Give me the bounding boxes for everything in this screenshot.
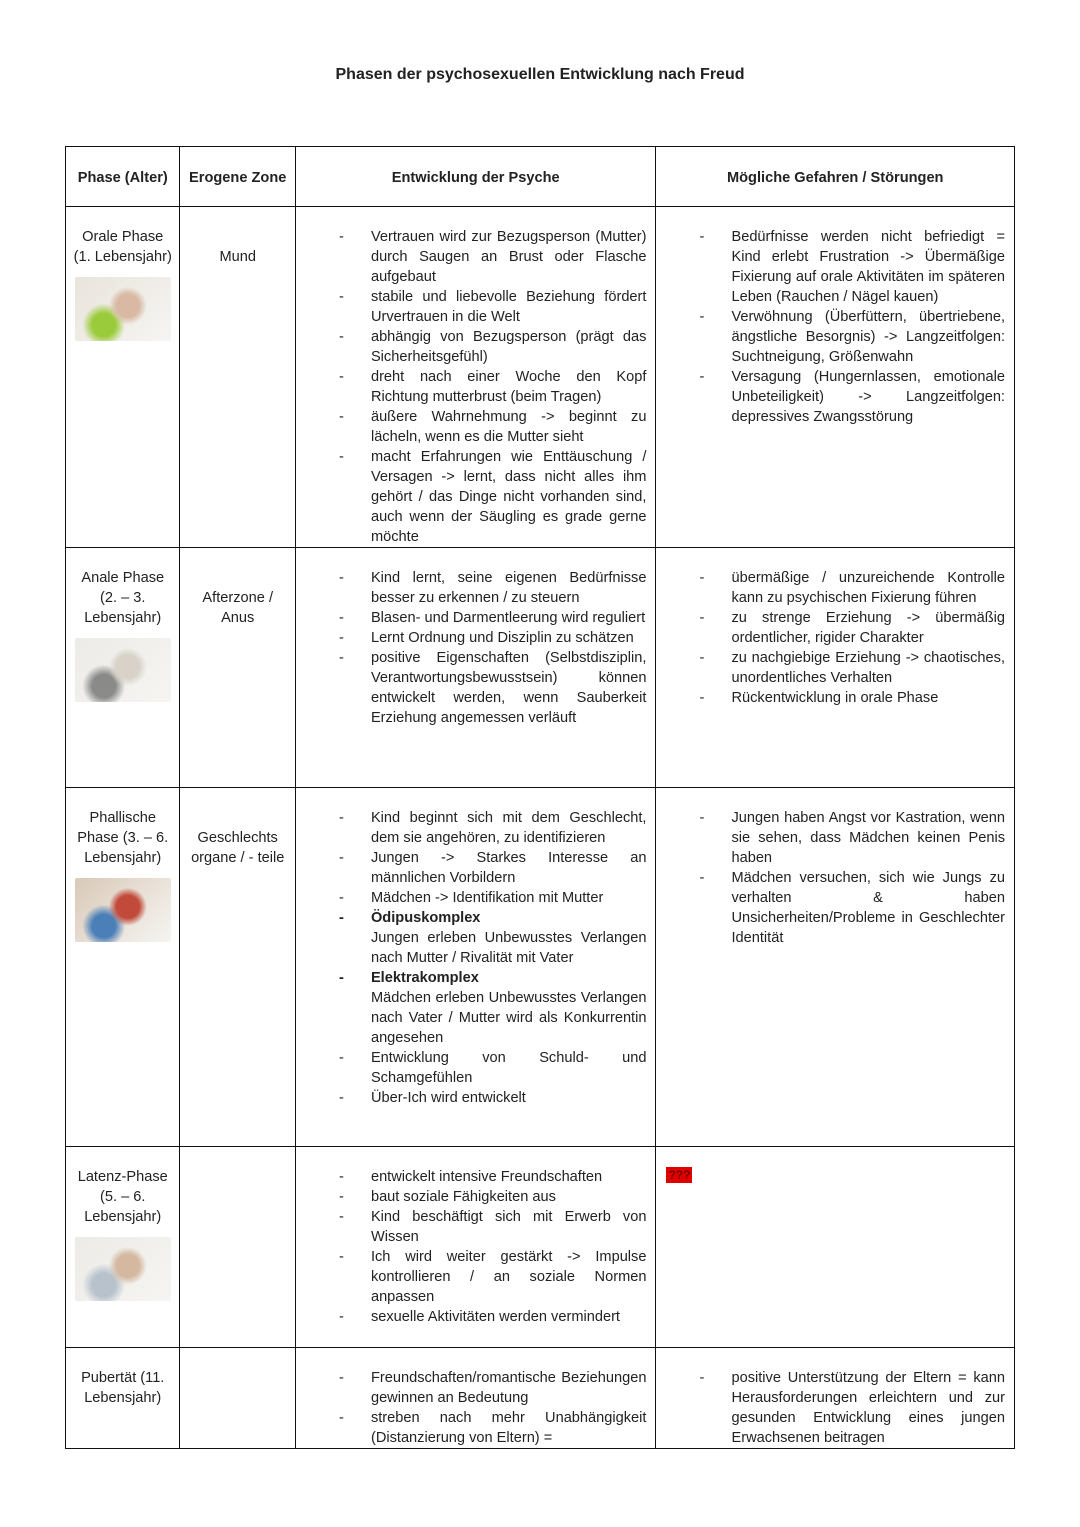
list-item: - positive Eigenschaften (Selbstdisziplin, Verantwortungsbewusstsein) können entwickelt werden, wenn Sauberkeit Erziehung angemessen verläuft: [296, 648, 647, 728]
list-item: - Verwöhnung (Überfüttern, übertriebene, ängstliche Besorgnis) -> Langzeitfolgen: Suchtneigung, Größenwahn: [656, 307, 1005, 367]
list-item: - Blasen- und Darmentleerung wird reguliert: [296, 608, 647, 628]
list-item: - Bedürfnisse werden nicht befriedigt = Kind erlebt Frustration -> Übermäßige Fixierung auf orale Aktivitäten im späteren Leben (Rauchen / Nägel kauen): [656, 227, 1005, 307]
phase-label: Anale Phase (2. – 3. Lebensjahr): [81, 570, 165, 626]
baby-playing-photo: [75, 277, 171, 341]
table-row: [66, 207, 1015, 548]
risks-list: [656, 788, 1014, 948]
erogenous-zone: [180, 1147, 294, 1187]
list-item: - äußere Wahrnehmung -> beginnt zu lächeln, wenn es die Mutter sieht: [296, 407, 647, 447]
psyche-list: [296, 1147, 656, 1327]
phase-cell: [66, 548, 180, 788]
list-item: - Lernt Ordnung und Disziplin zu schätzen: [296, 628, 647, 648]
psyche-cell: [295, 788, 656, 1147]
list-item: - entwickelt intensive Freundschaften: [296, 1167, 647, 1187]
list-item: - dreht nach einer Woche den Kopf Richtung mutterbrust (beim Tragen): [296, 367, 647, 407]
list-item: - stabile und liebevolle Beziehung fördert Urvertrauen in die Welt: [296, 287, 647, 327]
zone-cell: [180, 788, 295, 1147]
list-item: - Kind beginnt sich mit dem Geschlecht, dem sie angehören, zu identifizieren: [296, 808, 647, 848]
list-item: - baut soziale Fähigkeiten aus: [296, 1187, 647, 1207]
psyche-list: [296, 207, 656, 547]
list-item: - Mädchen versuchen, sich wie Jungs zu verhalten & haben Unsicherheiten/Probleme in Geschlechter Identität: [656, 868, 1005, 948]
list-item: - übermäßige / unzureichende Kontrolle kann zu psychischen Fixierung führen: [656, 568, 1005, 608]
list-item: - Ödipuskomplex: [296, 908, 647, 928]
table-row: [66, 548, 1015, 788]
zone-cell: [180, 1348, 295, 1449]
table-row: [66, 1348, 1015, 1449]
header-phase: Phase (Alter): [66, 147, 180, 207]
psyche-list: [296, 548, 656, 728]
phase-cell: [66, 1348, 180, 1449]
list-item: - Über-Ich wird entwickelt: [296, 1088, 647, 1108]
phase-label: Orale Phase (1. Lebensjahr): [73, 229, 172, 265]
risks-cell: [656, 1348, 1015, 1449]
phase-cell: [66, 1147, 180, 1348]
erogenous-zone: Geschlechts organe / - teile: [191, 830, 285, 866]
list-item: - Freundschaften/romantische Beziehungen gewinnen an Bedeutung: [296, 1368, 647, 1408]
risks-cell: [656, 788, 1015, 1147]
list-item: - streben nach mehr Unabhängigkeit (Distanzierung von Eltern) =: [296, 1408, 647, 1448]
list-item: - Jungen -> Starkes Interesse an männlichen Vorbildern: [296, 848, 647, 888]
erogenous-zone: Mund: [219, 249, 256, 265]
freud-phases-table: [65, 146, 1015, 1449]
two-boys-photo: [75, 878, 171, 942]
list-item: - sexuelle Aktivitäten werden vermindert: [296, 1307, 647, 1327]
list-item: - Mädchen -> Identifikation mit Mutter: [296, 888, 647, 908]
header-zone: Erogene Zone: [180, 147, 295, 207]
list-item: - zu nachgiebige Erziehung -> chaotisches, unordentliches Verhalten: [656, 648, 1005, 688]
children-reading-photo: [75, 1237, 171, 1301]
risks-cell: [656, 1147, 1015, 1348]
list-item: - abhängig von Bezugsperson (prägt das Sicherheitsgefühl): [296, 327, 647, 367]
list-item: - macht Erfahrungen wie Enttäuschung / Versagen -> lernt, dass nicht alles ihm gehört / das Dinge nicht vorhanden sind, auch wenn der Säugling es grade gerne möchte: [296, 447, 647, 547]
list-item: Mädchen erleben Unbewusstes Verlangen nach Vater / Mutter wird als Konkurrentin angesehen: [370, 990, 647, 1046]
psyche-cell: [295, 207, 656, 548]
table-row: [66, 788, 1015, 1147]
zone-cell: [180, 207, 295, 548]
phase-cell: [66, 207, 180, 548]
list-item: - Kind lernt, seine eigenen Bedürfnisse besser zu erkennen / zu steuern: [296, 568, 647, 608]
question-marks-highlight: ???: [668, 1168, 691, 1182]
list-item: - positive Unterstützung der Eltern = kann Herausforderungen erleichtern und zur gesunden Entwicklung eines jungen Erwachsenen beitragen: [656, 1368, 1005, 1448]
psyche-cell: [295, 1348, 656, 1449]
phase-label: Pubertät (11. Lebensjahr): [81, 1370, 165, 1406]
psyche-list: [296, 1348, 656, 1448]
psyche-cell: [295, 548, 656, 788]
list-item: - Jungen haben Angst vor Kastration, wenn sie sehen, dass Mädchen keinen Penis haben: [656, 808, 1005, 868]
list-item: - Vertrauen wird zur Bezugsperson (Mutter) durch Saugen an Brust oder Flasche aufgebaut: [296, 227, 647, 287]
list-item: - Entwicklung von Schuld- und Schamgefühlen: [296, 1048, 647, 1088]
table-row: [66, 1147, 1015, 1348]
psyche-cell: [295, 1147, 656, 1348]
risks-cell: [656, 548, 1015, 788]
list-item: - Ich wird weiter gestärkt -> Impulse kontrollieren / an soziale Normen anpassen: [296, 1247, 647, 1307]
header-psyche: Entwicklung der Psyche: [295, 147, 656, 207]
toddler-on-potty-photo: [75, 638, 171, 702]
list-item: - Versagung (Hungernlassen, emotionale Unbeteiligkeit) -> Langzeitfolgen: depressives Zwangsstörung: [656, 367, 1005, 427]
risks-cell: [656, 207, 1015, 548]
risks-list: [656, 1348, 1014, 1448]
table-header-row: [66, 147, 1015, 207]
phase-label: Phallische Phase (3. – 6. Lebensjahr): [77, 810, 169, 866]
list-item: - Kind beschäftigt sich mit Erwerb von Wissen: [296, 1207, 647, 1247]
header-risks: Mögliche Gefahren / Störungen: [656, 147, 1015, 207]
phase-label: Latenz-Phase (5. – 6. Lebensjahr): [77, 1169, 168, 1225]
erogenous-zone: Afterzone / Anus: [202, 590, 273, 626]
risks-list: [656, 1185, 1014, 1205]
psyche-list: [296, 788, 656, 1108]
page-title: Phasen der psychosexuellen Entwicklung nach Freud: [335, 66, 745, 83]
list-item: - zu strenge Erziehung -> übermäßig ordentlicher, rigider Charakter: [656, 608, 1005, 648]
zone-cell: [180, 548, 295, 788]
phase-cell: [66, 788, 180, 1147]
risks-list: [656, 207, 1014, 427]
risks-list: [656, 548, 1014, 708]
list-item: - Elektrakomplex: [296, 968, 647, 988]
zone-cell: [180, 1147, 295, 1348]
erogenous-zone: [180, 1348, 294, 1388]
list-item: Jungen erleben Unbewusstes Verlangen nach Mutter / Rivalität mit Vater: [370, 930, 647, 966]
list-item: - Rückentwicklung in orale Phase: [656, 688, 1005, 708]
